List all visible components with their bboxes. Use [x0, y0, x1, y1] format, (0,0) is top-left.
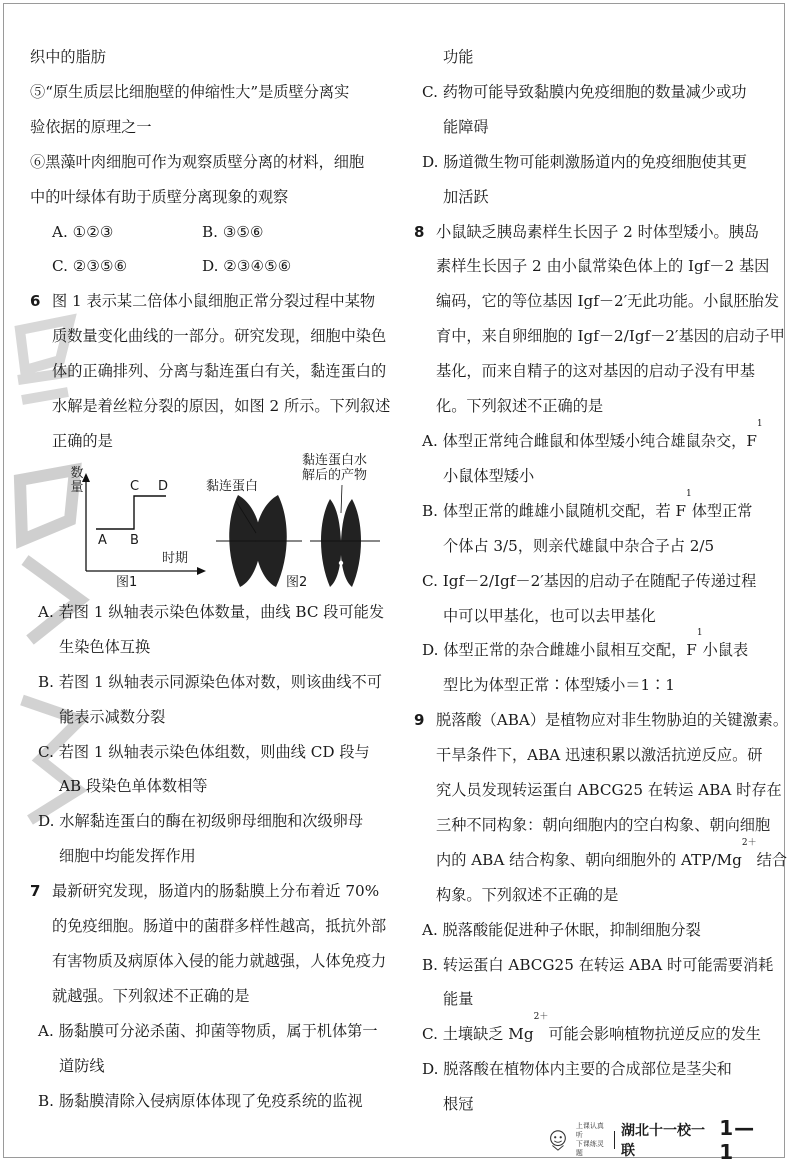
q7-option-d[interactable]: D. 肠道微生物可能刺激肠道内的免疫细胞使其更: [422, 152, 748, 171]
text-line: 织中的脂肪: [30, 48, 106, 66]
q9-stem-line: 内的 ABA 结合构象、朝向细胞外的 ATP/Mg 2＋ 结合: [436, 837, 788, 869]
footer-slogan: 上课认真听 下课练灵题: [575, 1122, 604, 1157]
q7-option-a[interactable]: A. 肠黏膜可分泌杀菌、抑菌等物质，属于机体第一: [38, 1021, 378, 1040]
question-number: 9: [414, 711, 425, 730]
q8-option-c-cont: 中可以甲基化，也可以去甲基化: [443, 606, 656, 625]
q9-stem-line: 构象。下列叙述不正确的是: [436, 885, 619, 904]
q8-option-b[interactable]: B. 体型正常的雌雄小鼠随机交配，若 F 1 体型正常: [422, 488, 753, 520]
fig1-point-a: A: [98, 532, 107, 548]
fig1-ylabel: 数量: [70, 465, 84, 495]
q9-stem-line: 三种不同构象：朝向细胞内的空白构象、朝向细胞: [436, 815, 771, 834]
footer-divider: [614, 1131, 615, 1149]
q6-option-b[interactable]: B. 若图 1 纵轴表示同源染色体对数，则该曲线不可: [38, 672, 382, 691]
fig1-point-d: D: [158, 478, 169, 494]
fig2-label-hydrolysis-2: 解后的产物: [302, 467, 368, 483]
q9-stem-line: 9 脱落酸（ABA）是植物应对非生物胁迫的关键激素。: [414, 703, 766, 738]
q7-option-d-cont: 加活跃: [443, 187, 489, 206]
fig2-label-cohesin: 黏连蛋白: [206, 478, 259, 494]
text-line: ⑥黑藻叶肉细胞可作为观察质壁分离的材料，细胞: [30, 152, 365, 171]
q7-option-c-cont: 能障碍: [443, 117, 489, 136]
fig1-point-b: B: [130, 532, 139, 548]
q7-option-b[interactable]: B. 肠黏膜清除入侵病原体体现了免疫系统的监视: [38, 1091, 363, 1110]
q6-stem-line: 体的正确排列、分离与黏连蛋白有关，黏连蛋白的: [52, 362, 387, 381]
q8-stem-line: 8 小鼠缺乏胰岛素样生长因子 2 时体型矮小。胰岛: [414, 215, 766, 250]
q8-option-d-cont: 型比为体型正常∶体型矮小＝1∶1: [443, 676, 675, 695]
q8-stem-line: 化。下列叙述不正确的是: [436, 397, 604, 416]
q7-option-b-cont: 功能: [443, 48, 474, 66]
question-number: 6: [30, 292, 41, 311]
q7-stem-line: 的免疫细胞。肠道中的菌群多样性越高，抵抗外部: [52, 917, 387, 936]
q8-stem-line: 育中，来自卵细胞的 Igf－2/Igf－2′基因的启动子甲: [436, 327, 785, 346]
q6-stem-line: 水解是着丝粒分裂的原因，如图 2 所示。下列叙述: [52, 397, 391, 416]
q6-option-a-cont: 生染色体互换: [59, 637, 151, 656]
q5-option-a[interactable]: A. ①②③: [52, 222, 114, 241]
fig1-xlabel: 时期: [162, 550, 189, 566]
q5-options-row-1: [30, 215, 398, 250]
q8-option-a-cont: 小鼠体型矮小: [443, 466, 535, 485]
q7-stem-line: 7 最新研究发现，肠道内的肠黏膜上分布着近 70%: [30, 874, 398, 909]
question-number: 8: [414, 222, 425, 241]
q6-figure: [30, 452, 398, 595]
fig2-label-hydrolysis-1: 黏连蛋白水: [302, 452, 368, 468]
right-column: [414, 40, 789, 1122]
mascot-icon: [546, 1127, 570, 1153]
q7-stem-line: 有害物质及病原体入侵的能力就越强，人体免疫力: [52, 951, 387, 970]
q9-option-a[interactable]: A. 脱落酸能促进种子休眠，抑制细胞分裂: [422, 920, 701, 939]
q5-option-d[interactable]: D. ②③④⑤⑥: [202, 257, 292, 276]
q9-stem-line: 究人员发现转运蛋白 ABCG25 在转运 ABA 时存在: [436, 781, 782, 800]
page-number: 1—1: [719, 1116, 756, 1164]
footer-title: 湖北十一校一联: [621, 1123, 706, 1159]
q5-options-row-2: [30, 249, 398, 284]
fig1-point-c: C: [130, 478, 140, 494]
q5-option-b[interactable]: B. ③⑤⑥: [202, 222, 264, 241]
q8-stem-line: 编码，它的等位基因 Igf－2′无此功能。小鼠胚胎发: [436, 292, 780, 311]
q7-option-a-cont: 道防线: [59, 1056, 105, 1075]
q8-option-d[interactable]: D. 体型正常的杂合雌雄小鼠相互交配，F 1 小鼠表: [422, 628, 749, 660]
question-number: 7: [30, 882, 41, 901]
q6-option-c-cont: AB 段染色单体数相等: [59, 777, 208, 796]
q6-stem-line: 正确的是: [52, 431, 113, 450]
q8-option-b-cont: 个体占 3/5，则亲代雄鼠中杂合子占 2/5: [443, 536, 715, 555]
q7-option-c[interactable]: C. 药物可能导致黏膜内免疫细胞的数量减少或功: [422, 82, 747, 101]
fig2-right-chromosome: [310, 485, 380, 587]
text-line: ⑤“原生质层比细胞壁的伸缩性大”是质壁分离实: [30, 82, 350, 101]
q6-option-d[interactable]: D. 水解黏连蛋白的酶在初级卵母细胞和次级卵母: [38, 812, 364, 831]
fig1-caption: 图1: [116, 574, 138, 590]
q6-option-d-cont: 细胞中均能发挥作用: [59, 847, 196, 866]
text-line: 验依据的原理之一: [30, 117, 152, 136]
q6-stem-line: 质数量变化曲线的一部分。研究发现，细胞中染色: [52, 327, 387, 346]
q6-option-a[interactable]: A. 若图 1 纵轴表示染色体数量，曲线 BC 段可能发: [38, 602, 385, 621]
q8-stem-line: 基化，而来自精子的这对基因的启动子没有甲基: [436, 362, 755, 381]
q8-option-c[interactable]: C. Igf－2/Igf－2′基因的启动子在随配子传递过程: [422, 571, 757, 590]
q8-option-a[interactable]: A. 体型正常纯合雌鼠和体型矮小纯合雄鼠杂交，F 1: [422, 418, 763, 450]
q6-option-c[interactable]: C. 若图 1 纵轴表示染色体组数，则曲线 CD 段与: [38, 742, 370, 761]
q7-stem-line: 就越强。下列叙述不正确的是: [52, 986, 250, 1005]
left-column: [30, 40, 398, 1118]
q8-stem-line: 素样生长因子 2 由小鼠常染色体上的 Igf－2 基因: [436, 257, 770, 276]
q9-option-b-cont: 能量: [443, 990, 474, 1009]
page-footer: [546, 1116, 766, 1164]
q9-option-d[interactable]: D. 脱落酸在植物体内主要的合成部位是茎尖和: [422, 1060, 732, 1079]
q5-option-c[interactable]: C. ②③⑤⑥: [52, 257, 128, 276]
q6-stem-line: 6 图 1 表示某二倍体小鼠细胞正常分裂过程中某物: [30, 284, 398, 319]
text-line: 中的叶绿体有助于质壁分离现象的观察: [30, 187, 289, 206]
fig2-caption: 图2: [286, 574, 308, 590]
q6-option-b-cont: 能表示减数分裂: [59, 707, 166, 726]
q9-option-b[interactable]: B. 转运蛋白 ABCG25 在转运 ABA 时可能需要消耗: [422, 955, 774, 974]
q9-option-c[interactable]: C. 土壤缺乏 Mg 2＋ 可能会影响植物抗逆反应的发生: [422, 1012, 761, 1044]
fig2-left-chromosome: [216, 495, 302, 587]
q9-option-d-cont: 根冠: [443, 1095, 474, 1114]
q9-stem-line: 干旱条件下，ABA 迅速积累以激活抗逆反应。研: [436, 746, 763, 765]
